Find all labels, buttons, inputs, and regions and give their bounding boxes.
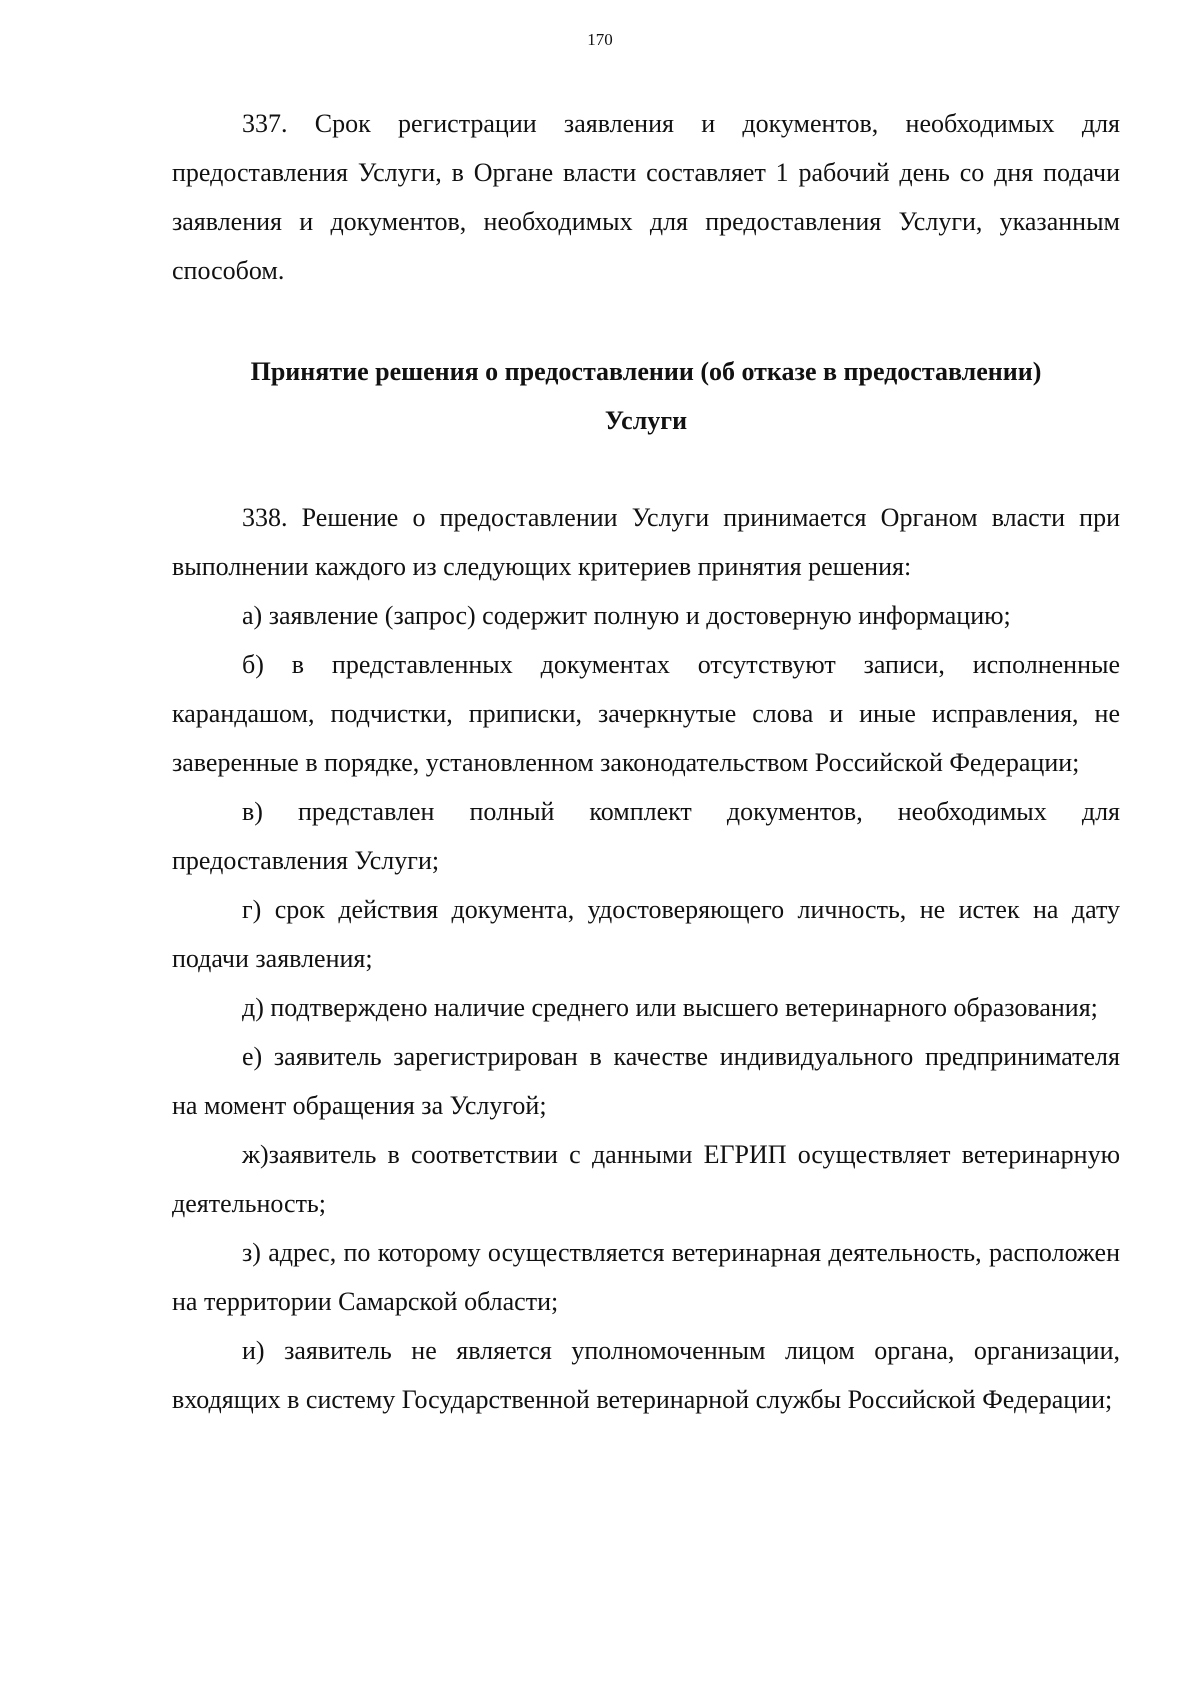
criterion-a: а) заявление (запрос) содержит полную и достоверную информацию; (242, 601, 1011, 630)
paragraph-337: 337. Срок регистрации заявления и документов, необходимых для предоставления Услуги, в Органе власти составляет 1 рабочий день со дня подачи заявления и документов, необходимых для предоставления Услуги, указанным способом. (172, 109, 1120, 285)
criterion-d: д) подтверждено наличие среднего или высшего ветеринарного образования; (242, 993, 1098, 1022)
criterion-e: е) заявитель зарегистрирован в качестве индивидуального предпринимателя на момент обращения за Услугой; (172, 1042, 1120, 1120)
criterion-v: в) представлен полный комплект документов, необходимых для предоставления Услуги; (172, 797, 1120, 875)
criterion-i: и) заявитель не является уполномоченным лицом органа, организации, входящих в систему Государственной ветеринарной службы Российской Федерации; (172, 1336, 1120, 1414)
page-number: 170 (587, 30, 613, 49)
section-heading-line-1: Принятие решения о предоставлении (об отказе в предоставлении) (250, 357, 1042, 386)
section-heading (172, 347, 1120, 445)
criterion-zh: ж)заявитель в соответствии с данными ЕГРИП осуществляет ветеринарную деятельность; (172, 1140, 1120, 1218)
section-heading-line-2: Услуги (604, 406, 688, 435)
criterion-g: г) срок действия документа, удостоверяющего личность, не истек на дату подачи заявления; (172, 895, 1120, 973)
criterion-z: з) адрес, по которому осуществляется ветеринарная деятельность, расположен на территории Самарской области; (172, 1238, 1120, 1316)
paragraph-338: 338. Решение о предоставлении Услуги принимается Органом власти при выполнении каждого из следующих критериев принятия решения: (172, 503, 1120, 581)
document-body (172, 99, 1120, 1424)
criterion-b: б) в представленных документах отсутствуют записи, исполненные карандашом, подчистки, приписки, зачеркнутые слова и иные исправления, не заверенные в порядке, установленном законодательством Российской Федерации; (172, 650, 1120, 777)
